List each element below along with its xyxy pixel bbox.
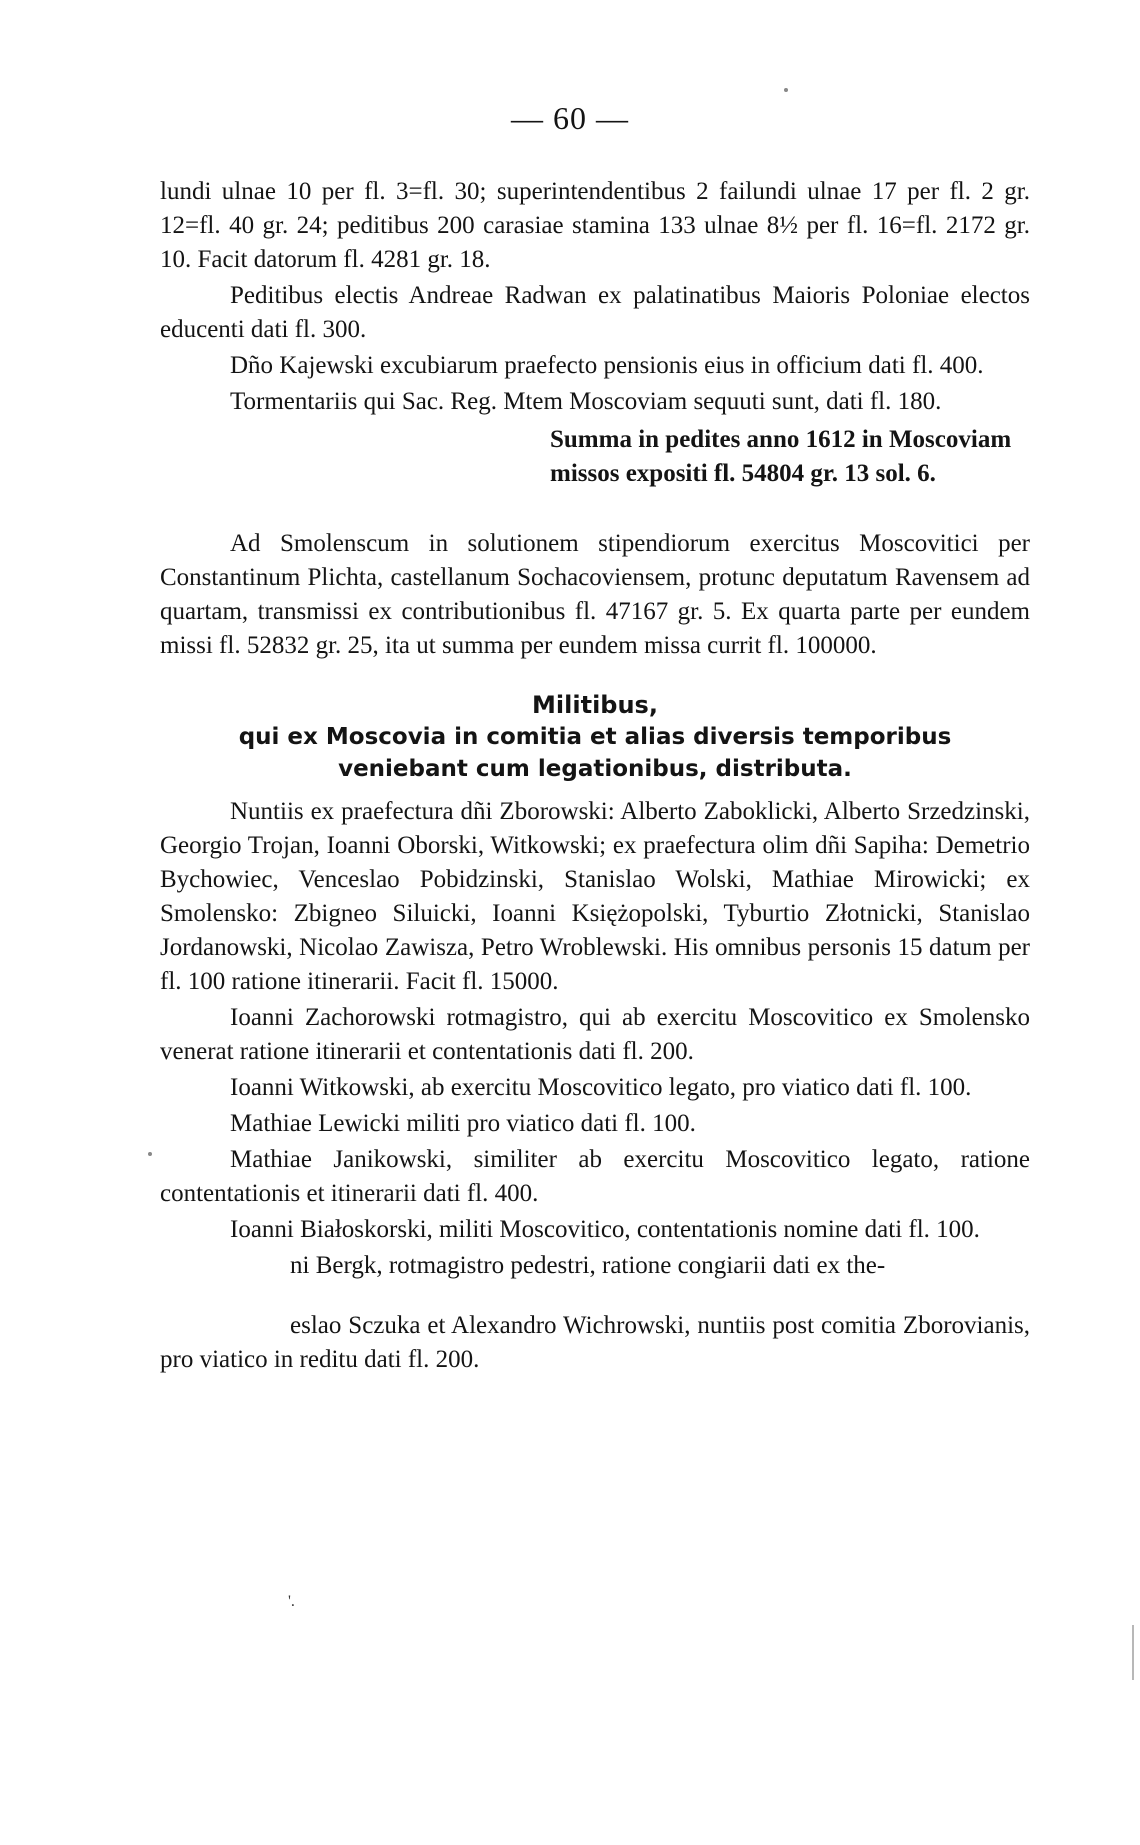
spacer: [160, 503, 1030, 527]
section-heading-line: qui ex Moscovia in comitia et alias diversis temporibus: [238, 724, 952, 750]
paragraph: Ioanni Witkowski, ab exercitu Moscovitico legato, pro viatico dati fl. 100.: [230, 1074, 972, 1101]
section-heading: [160, 689, 1030, 785]
paragraph-cut: eslao Sczuka et Alexandro Wichrowski, nuntiis post comitia Zborovianis, pro viatico in reditu dati fl. 200.: [160, 1312, 1030, 1373]
scan-mark: '.: [288, 1593, 295, 1610]
paragraph: Ioanni Zachorowski rotmagistro, qui ab exercitu Moscovitico ex Smolensko venerat ratione itinerarii et contentationis dati fl. 200.: [160, 1004, 1030, 1065]
section-heading-title: Militibus,: [532, 691, 658, 719]
paragraph: Ad Smolenscum in solutionem stipendiorum exercitus Moscovitici per Constantinum Plichta, castellanum Sochacoviensem, protunc deputatum Ravensem ad quartam, transmissi ex contributionibus fl. 47167 gr. 5. Ex quarta parte per eundem missi fl. 52832 gr. 25, ita ut summa per eundem missa currit fl. 100000.: [160, 530, 1030, 659]
paragraph: Mathiae Janikowski, similiter ab exercitu Moscovitico legato, ratione contentationis et itinerarii dati fl. 400.: [160, 1146, 1030, 1207]
page-number: — 60 —: [511, 100, 629, 136]
paragraph: Ioanni Białoskorski, militi Moscovitico, contentationis nomine dati fl. 100.: [230, 1216, 980, 1243]
page-body: [160, 175, 1030, 1379]
spacer: [160, 665, 1030, 689]
paragraph: Peditibus electis Andreae Radwan ex palatinatibus Maioris Poloniae electos educenti dati fl. 300.: [160, 282, 1030, 343]
paragraph: Nuntiis ex praefectura dñi Zborowski: Alberto Zaboklicki, Alberto Srzedzinski, Georgio Trojan, Ioanni Oborski, Witkowski; ex praefectura olim dñi Sapiha: Demetrio Bychowiec, Venceslao Pobidzinski, Stanislao Wolski, Mathiae Mirowicki; ex Smolensko: Zbigneo Siluicki, Ioanni Księżopolski, Tyburtio Złotnicki, Stanislao Jordanowski, Nicolao Zawisza, Petro Wroblewski. His omnibus personis 15 datum per fl. 100 ratione itinerarii. Facit fl. 15000.: [160, 798, 1030, 995]
paragraph: lundi ulnae 10 per fl. 3=fl. 30; superintendentibus 2 failundi ulnae 17 per fl. 2 gr. 12=fl. 40 gr. 24; peditibus 200 carasiae stamina 133 ulnae 8½ per fl. 16=fl. 2172 gr. 10. Facit datorum fl. 4281 gr. 18.: [160, 178, 1030, 273]
paragraph: Tormentariis qui Sac. Reg. Mtem Moscoviam sequuti sunt, dati fl. 180.: [230, 388, 942, 415]
paragraph: Mathiae Lewicki militi pro viatico dati fl. 100.: [230, 1110, 696, 1137]
section-heading-line: veniebant cum legationibus, distributa.: [338, 756, 852, 782]
paragraph-cut: ni Bergk, rotmagistro pedestri, ratione congiarii dati ex the-: [290, 1252, 886, 1279]
scan-speck: [784, 88, 788, 92]
scan-edge-line: [1132, 1625, 1134, 1680]
spacer: [160, 1285, 1030, 1309]
summa-total: Summa in pedites anno 1612 in Moscoviam missos expositi fl. 54804 gr. 13 sol. 6.: [550, 426, 1012, 487]
scan-speck: [148, 1152, 152, 1156]
paragraph: Dño Kajewski excubiarum praefecto pensionis eius in officium dati fl. 400.: [230, 352, 984, 379]
